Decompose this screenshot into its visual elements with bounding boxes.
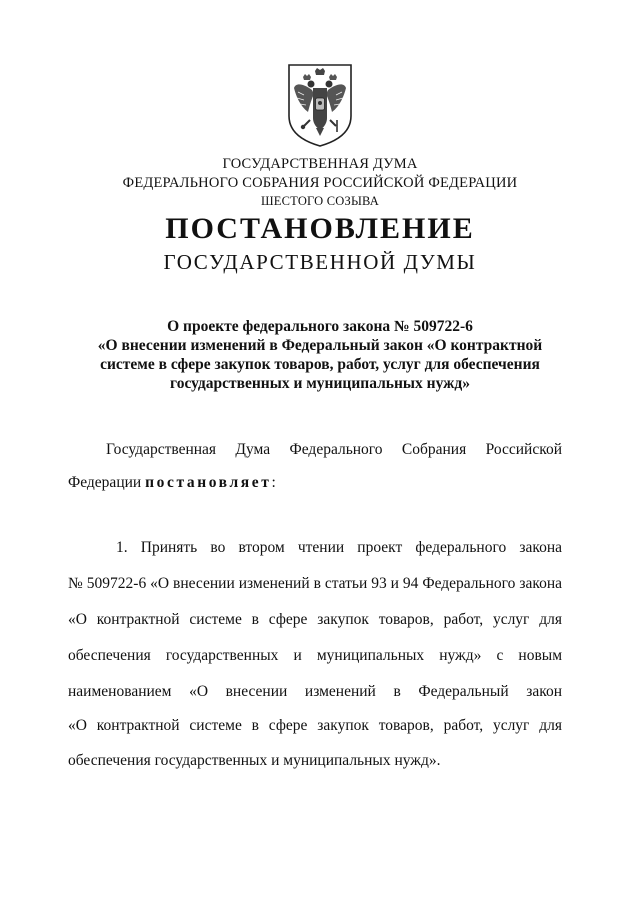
item1-line: «О контрактной системе в сфере закупок товаров, работ, услуг для: [68, 717, 562, 734]
subject-line: государственных и муниципальных нужд»: [170, 375, 470, 392]
subject-line: О проекте федерального закона № 509722-6: [167, 318, 473, 335]
document-subject: [60, 317, 580, 393]
header-assembly-name: ФЕДЕРАЛЬНОГО СОБРАНИЯ РОССИЙСКОЙ ФЕДЕРАЦИИ: [122, 175, 518, 191]
item1-line: наименованием «О внесении изменений в Федеральный закон: [68, 683, 562, 700]
item1-line: № 509722-6 «О внесении изменений в статьи 93 и 94 Федерального закона: [68, 575, 562, 592]
item1-line: обеспечения государственных и муниципальных нужд» с новым: [68, 647, 562, 664]
document-subtitle: ГОСУДАРСТВЕННОЙ ДУМЫ: [163, 250, 477, 274]
item1-line: «О контрактной системе в сфере закупок товаров, работ, услуг для: [68, 611, 562, 628]
item1-line: обеспечения государственных и муниципальных нужд».: [68, 752, 441, 769]
preamble-line: Государственная Дума Федерального Собрания Российской: [106, 441, 562, 458]
preamble-line-2: [68, 473, 276, 493]
preamble-text: Федерации: [68, 474, 142, 491]
coat-of-arms-emblem: [286, 62, 354, 148]
preamble-colon: :: [271, 474, 276, 491]
subject-line: «О внесении изменений в Федеральный закон «О контрактной: [97, 337, 543, 354]
preamble-decree-word: постановляет: [145, 474, 272, 491]
subject-line: системе в сфере закупок товаров, работ, услуг для обеспечения: [100, 356, 540, 373]
header-convocation: ШЕСТОГО СОЗЫВА: [260, 194, 380, 208]
document-title: ПОСТАНОВЛЕНИЕ: [165, 212, 475, 245]
item1-line: 1. Принять во втором чтении проект федерального закона: [116, 539, 562, 556]
header-parliament-name: ГОСУДАРСТВЕННАЯ ДУМА: [222, 156, 418, 172]
